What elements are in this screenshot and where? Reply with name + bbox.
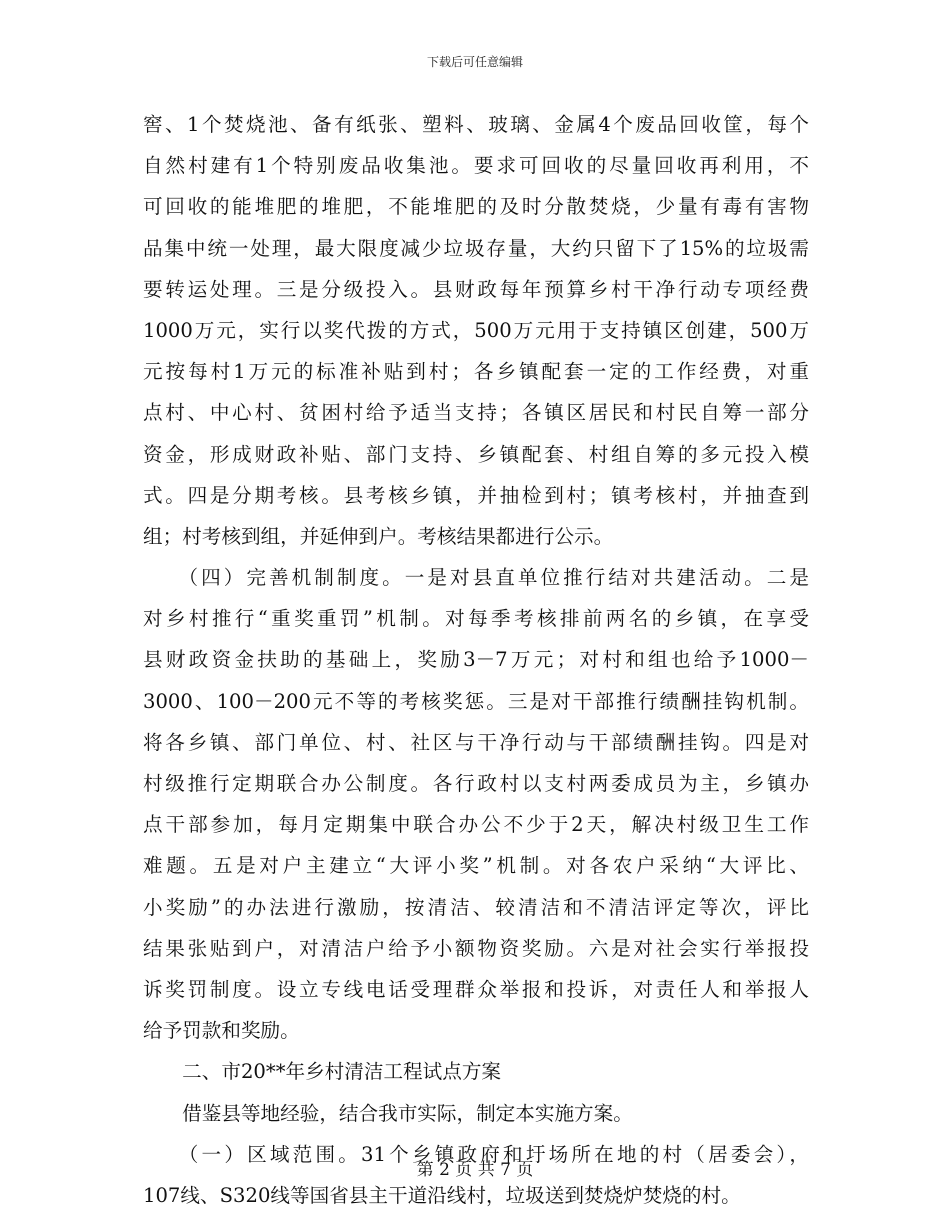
document-body [143,104,809,1216]
body-line: 1000万元，实行以奖代拨的方式，500万元用于支持镇区创建，500万 [143,318,809,342]
body-line: 元按每村1万元的标准补贴到村；各乡镇配套一定的工作经费，对重 [143,360,809,384]
body-line: 小奖励”的办法进行激励，按清洁、较清洁和不清洁评定等次，评比 [143,895,809,919]
body-line: （四）完善机制制度。一是对县直单位推行结对共建活动。二是 [143,566,809,590]
body-line: 3000、100－200元不等的考核奖惩。三是对干部推行绩酬挂钩机制。 [143,689,809,713]
body-line: 要转运处理。三是分级投入。县财政每年预算乡村干净行动专项经费 [143,277,809,301]
page-number-footer: 第 2 页 共 7 页 [416,1160,534,1180]
body-line: 给予罚款和奖励。 [143,1019,300,1043]
body-line: 107线、S320线等国省县主干道沿线村，垃圾送到焚烧炉焚烧的村。 [143,1183,741,1207]
body-line: 结果张贴到户，对清洁户给予小额物资奖励。六是对社会实行举报投 [143,936,809,960]
body-line: 资金，形成财政补贴、部门支持、乡镇配套、村组自筹的多元投入模 [143,442,809,466]
body-line: 式。四是分期考核。县考核乡镇，并抽检到村；镇考核村，并抽查到 [143,483,809,507]
body-line: 品集中统一处理，最大限度减少垃圾存量，大约只留下了15%的垃圾需 [143,236,809,260]
body-line: 难题。五是对户主建立“大评小奖”机制。对各农户采纳“大评比、 [143,854,809,878]
body-line: 县财政资金扶助的基础上，奖励3－7万元；对村和组也给予1000－ [143,648,809,672]
section-heading: 二、市20**年乡村清洁工程试点方案 [143,1060,502,1084]
body-line: 自然村建有1个特别废品收集池。要求可回收的尽量回收再利用，不 [143,154,809,178]
body-line: 可回收的能堆肥的堆肥，不能堆肥的及时分散焚烧，少量有毒有害物 [143,195,809,219]
body-line: 窖、1个焚烧池、备有纸张、塑料、玻璃、金属4个废品回收筐，每个 [143,113,809,136]
body-line: 将各乡镇、部门单位、村、社区与干净行动与干部绩酬挂钩。四是对 [143,730,809,754]
body-line: 对乡村推行“重奖重罚”机制。对每季考核排前两名的乡镇，在享受 [143,607,809,631]
body-line: 借鉴县等地经验，结合我市实际，制定本实施方案。 [143,1101,633,1125]
body-line: 村级推行定期联合办公制度。各行政村以支村两委成员为主，乡镇办 [143,772,809,795]
body-line: （一）区域范围。31个乡镇政府和圩场所在地的村（居委会）， [143,1142,809,1166]
body-line: 点干部参加，每月定期集中联合办公不少于2天，解决村级卫生工作 [143,813,809,837]
body-line: 点村、中心村、贫困村给予适当支持；各镇区居民和村民自筹一部分 [143,401,809,425]
body-line: 组；村考核到组，并延伸到户。考核结果都进行公示。 [143,524,614,548]
body-line: 诉奖罚制度。设立专线电话受理群众举报和投诉，对责任人和举报人 [143,977,809,1001]
page-header: 下载后可任意编辑 [426,55,523,69]
